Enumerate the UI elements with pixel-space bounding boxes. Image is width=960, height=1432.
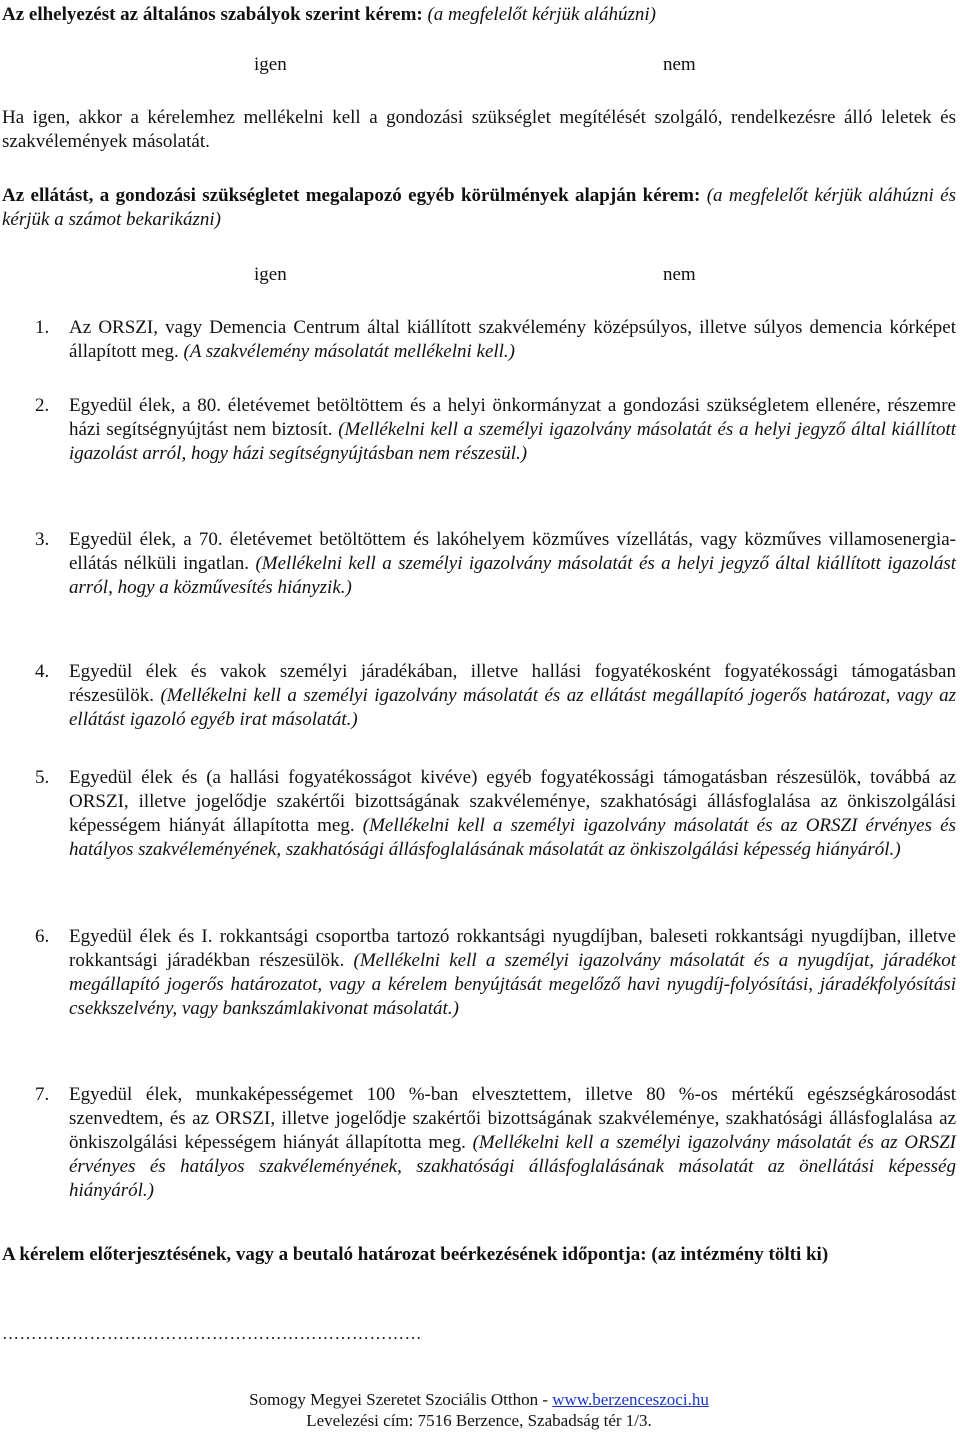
condition-number[interactable]: 5. [35,767,50,788]
placement-heading-text: Az elhelyezést az általános szabályok szerint kérem: [2,4,423,25]
condition-attachment-note: (Mellékelni kell a személyi igazolvány másolatát és az ellátást megállapító jogerős határozat, vagy az ellátást igazoló egyéb irat másolatát.) [69,685,956,730]
condition-number[interactable]: 6. [35,926,50,947]
condition-number[interactable]: 1. [35,317,50,338]
condition-text [69,528,956,600]
condition-description: Az ORSZI, vagy Demencia Centrum által kiállított szakvélemény középsúlyos, illetve súlyos demencia kórképet állapított meg. [69,317,956,362]
condition-attachment-note: (Mellékelni kell a személyi igazolvány másolatát és az ORSZI érvényes és hatályos szakvéleményének, szakhatósági állásfoglalásának másolatát az önkiszolgálási képesség hiányáról.) [69,815,956,860]
footer-address: Levelezési cím: 7516 Berzence, Szabadság tér 1/3. [306,1411,652,1430]
placement-choice-yes[interactable]: igen [254,54,287,75]
placement-choice [2,53,956,77]
condition-number[interactable]: 4. [35,661,50,682]
condition-number[interactable]: 3. [35,529,50,550]
condition-text [69,316,956,364]
condition-attachment-note: (Mellékelni kell a személyi igazolvány másolatát és a helyi jegyző által kiállított igazolást arról, hogy a közművesítés hiányzik.) [69,553,956,598]
condition-number[interactable]: 7. [35,1084,50,1105]
condition-number[interactable]: 2. [35,395,50,416]
condition-description: Egyedül élek és (a hallási fogyatékosságot kivéve) egyéb fogyatékossági támogatásban részesülök, továbbá az ORSZI, illetve jogelődje szakértői bizottságának szakvéleménye, szakhatósági állásfoglalása az önkiszolgálási képességem hiányát állapította meg. [69,767,956,836]
condition-description: Egyedül élek, a 80. életévemet betöltöttem és a helyi önkormányzat a gondozási szükségletem ellenére, részemre házi segítségnyújtást nem biztosít. [69,395,956,440]
footer-organization [2,1388,956,1411]
condition-description: Egyedül élek, a 70. életévemet betöltöttem és lakóhelyem közműves vízellátás, vagy közműves villamosenergia-ellátás nélküli ingatlan. [69,529,956,574]
placement-note: Ha igen, akkor a kérelemhez mellékelni kell a gondozási szükséglet megítélését szolgáló, rendelkezésre álló leletek és szakvélemények másolatát. [2,107,956,152]
care-choice-no[interactable]: nem [663,264,696,285]
care-heading [2,184,956,232]
condition-text [69,1083,956,1203]
condition-attachment-note: (A szakvélemény másolatát mellékelni kell.) [183,341,516,362]
condition-text [69,660,956,732]
care-choice [2,263,956,287]
condition-description: Egyedül élek és I. rokkantsági csoportba tartozó rokkantsági nyugdíjban, baleseti rokkantsági nyugdíjban, illetve rokkantsági járadékban részesülök. [69,926,956,971]
condition-description: Egyedül élek, munkaképességemet 100 %-ban elvesztettem, illetve 80 %-os mértékű egészségkárosodást szenvedtem, és az ORSZI, illetve jogelődje szakértői bizottságának szakvéleménye, szakhatósági állásfoglalása az önkiszolgálási képességem hiányát állapította meg. [69,1084,956,1153]
condition-text [69,925,956,1021]
care-choice-yes[interactable]: igen [254,264,287,285]
condition-text [69,394,956,466]
condition-description: Egyedül élek és vakok személyi járadékában, illetve hallási fogyatékosként fogyatékossági támogatásban részesülök. [69,661,956,706]
footer-org-name: Somogy Megyei Szeretet Szociális Otthon - [249,1390,553,1409]
submission-date-field[interactable]: ……………………………………………………………… [2,1324,422,1343]
care-heading-text: Az ellátást, a gondozási szükségletet megalapozó egyéb körülmények alapján kérem: [2,185,701,206]
placement-choice-no[interactable]: nem [663,54,696,75]
placement-heading-instruction: (a megfelelőt kérjük aláhúzni) [427,4,656,25]
condition-attachment-note: (Mellékelni kell a személyi igazolvány másolatát és az ORSZI érvényes és hatályos szakvéleményének, szakhatósági állásfoglalásának másolatát az önellátási képesség hiányáról.) [69,1132,956,1201]
condition-text [69,766,956,862]
condition-attachment-note: (Mellékelni kell a személyi igazolvány másolatát és a helyi jegyző által kiállított igazolást arról, hogy házi segítségnyújtásban nem részesül.) [69,419,956,464]
submission-date-label: A kérelem előterjesztésének, vagy a beutaló határozat beérkezésének időpontja: (az intézmény tölti ki) [2,1244,829,1265]
footer-website-link[interactable]: www.berzenceszoci.hu [552,1390,709,1409]
condition-attachment-note: (Mellékelni kell a személyi igazolvány másolatát és a nyugdíjat, járadékot megállapító jogerős határozatot, vagy a kérelem benyújtását megelőző havi nyugdíj-folyósítási, járadékfolyósítási csekkszelvény, vagy bankszámlakivonat másolatát.) [69,950,957,1019]
placement-heading [2,3,956,27]
care-heading-instruction: (a megfelelőt kérjük aláhúzni és kérjük a számot bekarikázni) [2,185,956,230]
